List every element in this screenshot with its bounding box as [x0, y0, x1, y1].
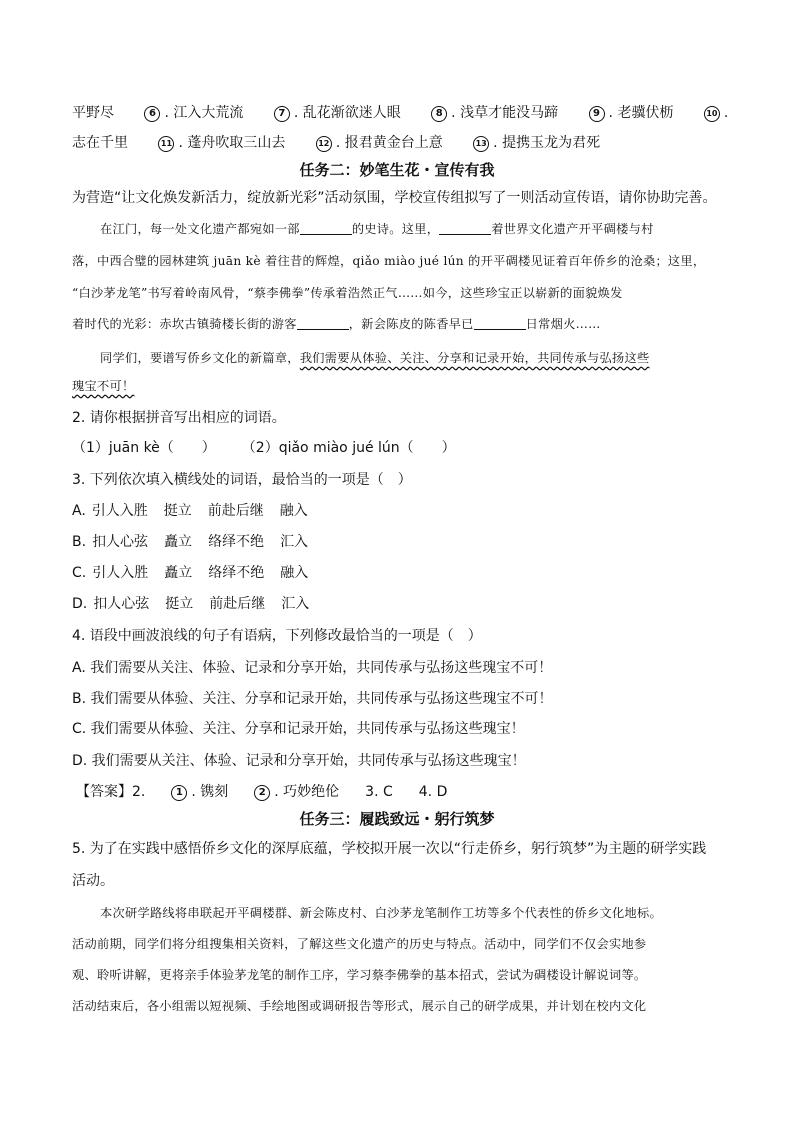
option-label: B. [72, 534, 87, 550]
answer-2: 2. [132, 784, 146, 800]
passage2-line-2: 活动前期，同学们将分组搜集相关资料，了解这些文化遗产的历史与特点。活动中，同学们不仅会实地参 [72, 937, 647, 951]
passage-line-6 [72, 376, 732, 396]
q4-option-d: D. 我们需要从关注、体验、记录和分享开始，共同传承与弘扬这些瑰宝！ [72, 753, 526, 769]
q4-option-c: C. 我们需要从体验、关注、分享和记录开始，共同传承与弘扬这些瑰宝！ [72, 721, 525, 737]
option-word: 矗立 [164, 565, 193, 581]
answer-label: 【答案】 [76, 784, 132, 800]
q2-part-1: （1）juān kè（ ） [72, 440, 216, 456]
task2-title: 任务二：妙笔生花・宣传有我 [299, 161, 495, 179]
passage-line-2: 落，中西合璧的园林建筑 juān kè 着往昔的辉煌，qiǎo miào jué lún 的开平碉楼见证着百年侨乡的沧桑；这里， [72, 254, 706, 268]
item-number: 13 [473, 136, 489, 152]
wavy-sentence: 我们需要从体验、关注、分享和记录开始，共同传承与弘扬这些 [299, 351, 650, 365]
passage-text: 在江门，每一处文化遗产都宛如一部 [100, 222, 300, 236]
option-word: 前赴后继 [209, 596, 266, 612]
item-number: 6 [144, 106, 160, 122]
option-label: C. [72, 565, 87, 581]
list-item: 江入大荒流 [173, 105, 244, 121]
option-word: 络绎不绝 [208, 565, 265, 581]
option-word: 汇入 [280, 534, 309, 550]
wavy-sentence: 瑰宝不可！ [72, 379, 135, 393]
list-prefix: 志在千里 [72, 135, 128, 151]
q5-line-2: 活动。 [72, 873, 114, 889]
list-item: 报君黄金台上意 [344, 135, 443, 151]
q3-option-d [72, 594, 732, 614]
q2-stem: 2. 请你根据拼音写出相应的词语。 [72, 410, 286, 426]
list-item: 浅草才能没马蹄 [460, 105, 559, 121]
passage2-line-3: 观、聆听讲解，更将亲手体验茅龙笔的制作工序，学习蔡李佛拳的基本招式，尝试为碉楼设计解说词等。 [72, 968, 647, 982]
q4-stem: 4. 语段中画波浪线的句子有语病，下列修改最恰当的一项是（ ） [72, 628, 482, 644]
list-item: 乱花渐欲迷人眼 [302, 105, 401, 121]
passage-text: 着时代的光彩：赤坎古镇骑楼长街的游客 [72, 317, 297, 331]
list-item: . [723, 105, 729, 121]
passage-line-5 [100, 348, 760, 368]
option-word: 前赴后继 [207, 503, 264, 519]
item-number: 9 [589, 106, 605, 122]
task3-title: 任务三：履践致远・躬行筑梦 [299, 810, 495, 828]
answer-word: 镌刻 [200, 784, 229, 800]
blank-1 [300, 220, 352, 235]
option-label: A. [72, 503, 86, 519]
option-label: D. [72, 596, 88, 612]
list-prefix: 平野尽 [72, 105, 114, 121]
item-number: 10 [704, 106, 720, 122]
task2-intro: 为营造“让文化焕发新活力，绽放新光彩”活动氛围，学校宣传组拟写了一则活动宣传语，请你协助完善。 [72, 190, 717, 206]
q3-option-b [72, 532, 732, 552]
passage2-line-1: 本次研学路线将串联起开平碉楼群、新会陈皮村、白沙茅龙笔制作工坊等多个代表性的侨乡文化地标。 [100, 906, 662, 920]
q3-stem: 3. 下列依次填入横线处的词语，最恰当的一项是（ ） [72, 472, 412, 488]
q3-option-c [72, 563, 732, 583]
q2-parts [72, 438, 732, 458]
passage-line-3: “白沙茅龙笔”书写着岭南风骨，“蔡李佛拳”传承着浩然正气……如今，这些珍宝正以崭新的面貌焕发 [72, 286, 623, 300]
answer-3: 3. C [365, 784, 393, 800]
passage-text: ，新会陈皮的陈香早已 [348, 317, 474, 331]
option-word: 矗立 [164, 534, 193, 550]
q4-option-a: A. 我们需要从关注、体验、记录和分享开始，共同传承与弘扬这些瑰宝不可！ [72, 660, 553, 676]
item-number: 8 [431, 106, 447, 122]
passage-line-4 [72, 314, 732, 334]
list-item: 老骥伏枥 [617, 105, 674, 121]
option-word: 挺立 [165, 596, 194, 612]
option-word: 扣人心弦 [92, 534, 149, 550]
answer-line: 【答案】2. 1 . 镌刻 2 . 巧妙绝伦 3. C 4. D [76, 784, 448, 800]
passage-text: 同学们，要谱写侨乡文化的新篇章， [100, 351, 300, 365]
option-word: 挺立 [163, 503, 192, 519]
blank-4 [474, 315, 526, 330]
option-word: 扣人心弦 [93, 596, 150, 612]
answer-4: 4. D [418, 784, 448, 800]
passage2-line-4: 活动结束后，各小组需以短视频、手绘地图或调研报告等形式，展示自己的研学成果，并计划在校内文化 [72, 999, 647, 1013]
list-item: 提携玉龙为君死 [502, 135, 601, 151]
q3-option-a [72, 501, 732, 521]
option-word: 引人入胜 [91, 503, 148, 519]
answer-word: 巧妙绝伦 [283, 784, 340, 800]
item-number: 1 [171, 785, 187, 801]
option-word: 络绎不绝 [208, 534, 265, 550]
option-word: 融入 [280, 565, 309, 581]
q4-option-b: B. 我们需要从体验、关注、分享和记录开始，共同传承与弘扬这些瑰宝不可！ [72, 691, 553, 707]
item-number: 7 [274, 106, 290, 122]
list-item: 蓬舟吹取三山去 [187, 135, 286, 151]
passage-line-1 [100, 219, 760, 239]
answer-list-row-2: 志在千里 11 . 蓬舟吹取三山去 12 . 报君黄金台上意 13 . 提携玉龙为君死 [72, 135, 601, 151]
item-number: 2 [254, 785, 270, 801]
option-word: 引人入胜 [92, 565, 149, 581]
passage-text: 的史诗。这里， [351, 222, 440, 236]
passage-text: 日常烟火…… [525, 317, 601, 331]
item-number: 11 [158, 136, 174, 152]
blank-2 [439, 220, 491, 235]
q2-part-2: （2）qiǎo miào jué lún（ ） [241, 440, 456, 456]
item-number: 12 [316, 136, 332, 152]
option-word: 融入 [279, 503, 308, 519]
blank-3 [297, 315, 349, 330]
option-word: 汇入 [281, 596, 310, 612]
answer-list-row-1: 平野尽 6 . 江入大荒流 7 . 乱花渐欲迷人眼 8 . 浅草才能没马蹄 9 . 老骥伏枥 10 . [72, 105, 729, 121]
q5-line-1: 5. 为了在实践中感悟侨乡文化的深厚底蕴，学校拟开展一次以“行走侨乡，躬行筑梦”为主题的研学实践 [72, 841, 707, 857]
passage-text: 着世界文化遗产开平碉楼与村 [491, 222, 654, 236]
